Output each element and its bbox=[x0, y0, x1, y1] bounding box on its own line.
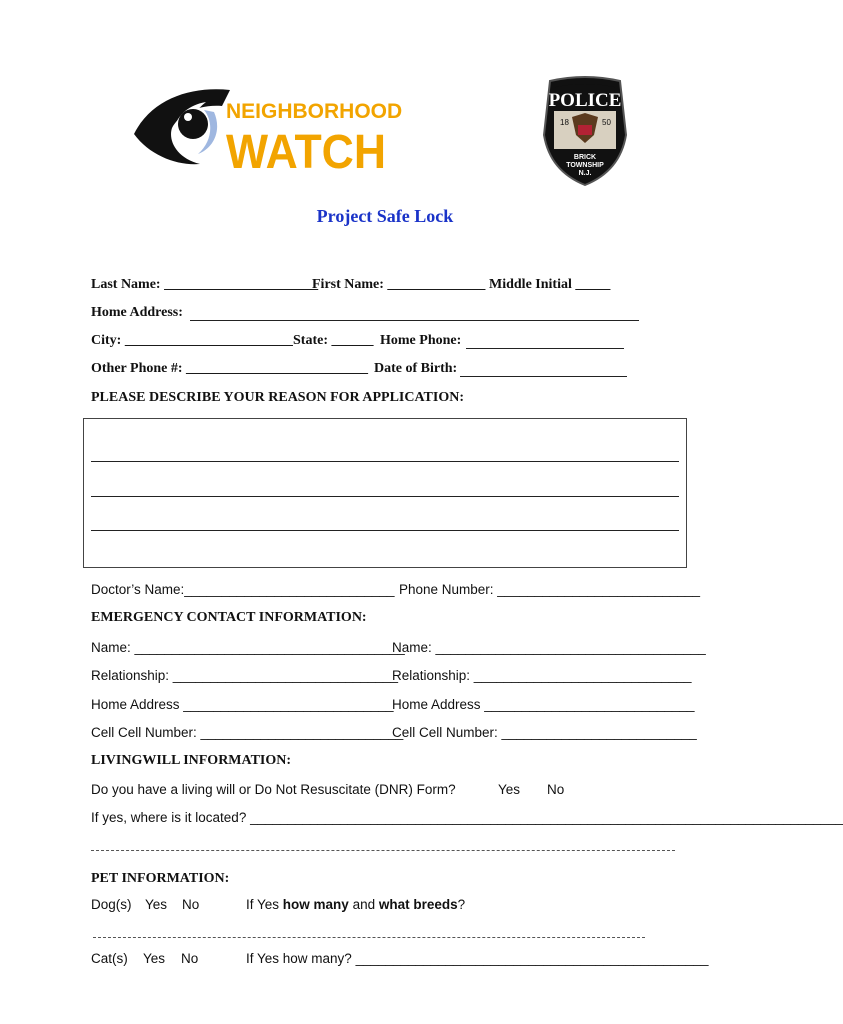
home-phone-label: Home Phone: bbox=[380, 333, 462, 348]
dogs-prompt-pre: If Yes bbox=[246, 897, 283, 912]
badge-police-text: POLICE bbox=[548, 90, 622, 111]
badge-state: N.J. bbox=[578, 170, 592, 177]
dob-label: Date of Birth: bbox=[374, 361, 458, 376]
emergency-left-cell[interactable]: Cell Cell Number: ___________________________ bbox=[91, 725, 404, 740]
cats-no-option[interactable]: No bbox=[181, 951, 199, 966]
flag-shield-icon bbox=[578, 125, 592, 135]
living-will-yes-option[interactable]: Yes bbox=[498, 782, 521, 797]
other-phone-field[interactable]: Other Phone #: __________________________ bbox=[91, 361, 369, 376]
badge-year-left: 18 bbox=[560, 118, 569, 127]
badge-town2: TOWNSHIP bbox=[566, 162, 604, 169]
emergency-right-name[interactable]: Name: ____________________________________ bbox=[392, 640, 706, 655]
logo-line1: NEIGHBORHOOD bbox=[226, 100, 403, 123]
living-will-no-option[interactable]: No bbox=[547, 782, 565, 797]
living-will-extra-line[interactable] bbox=[91, 850, 675, 851]
dogs-no-option[interactable]: No bbox=[182, 897, 200, 912]
first-name-field[interactable]: First Name: ______________ bbox=[312, 277, 486, 292]
home-phone-line[interactable] bbox=[466, 348, 624, 349]
eye-pupil bbox=[178, 109, 208, 139]
living-will-location-field[interactable]: If yes, where is it located? _______________________________________________________________________________ bbox=[91, 810, 843, 825]
cats-how-many-field[interactable]: If Yes how many? _______________________________________________ bbox=[246, 951, 709, 966]
state-field[interactable]: State: ______ bbox=[293, 333, 374, 348]
living-will-question: Do you have a living will or Do Not Resuscitate (DNR) Form? bbox=[91, 782, 456, 797]
dogs-prompt-breeds: what breeds bbox=[378, 897, 458, 912]
doctor-phone-field[interactable]: Phone Number: ___________________________ bbox=[399, 582, 701, 597]
pet-heading: PET INFORMATION: bbox=[91, 871, 230, 886]
home-address-line[interactable] bbox=[190, 320, 639, 321]
reason-line-2 bbox=[91, 496, 679, 497]
home-address-label: Home Address: bbox=[91, 305, 183, 320]
emergency-left-address[interactable]: Home Address ____________________________ bbox=[91, 697, 394, 712]
middle-initial-field[interactable]: Middle Initial _____ bbox=[489, 277, 611, 292]
dogs-label: Dog(s) bbox=[91, 897, 132, 912]
reason-line-3 bbox=[91, 530, 679, 531]
emergency-left-name[interactable]: Name: ____________________________________ bbox=[91, 640, 405, 655]
cats-label: Cat(s) bbox=[91, 951, 128, 966]
emergency-left-relationship[interactable]: Relationship: ______________________________ bbox=[91, 668, 399, 683]
emergency-right-relationship[interactable]: Relationship: _____________________________ bbox=[392, 668, 692, 683]
dob-line[interactable] bbox=[460, 376, 627, 377]
dogs-breeds-line[interactable] bbox=[93, 937, 645, 938]
city-field[interactable]: City: ________________________ bbox=[91, 333, 293, 348]
reason-line-1 bbox=[91, 461, 679, 462]
living-will-heading: LIVINGWILL INFORMATION: bbox=[91, 753, 292, 768]
dogs-prompt-mid: and bbox=[348, 897, 379, 912]
emergency-heading: EMERGENCY CONTACT INFORMATION: bbox=[91, 610, 367, 625]
neighborhood-watch-logo bbox=[130, 84, 403, 179]
last-name-field[interactable]: Last Name: ______________________ bbox=[91, 277, 319, 292]
dogs-prompt-how-many: how many bbox=[282, 897, 349, 912]
logo-line2: WATCH bbox=[226, 126, 386, 179]
police-badge-logo bbox=[542, 75, 628, 187]
badge-town1: BRICK bbox=[573, 154, 597, 161]
dogs-yes-option[interactable]: Yes bbox=[145, 897, 168, 912]
emergency-right-cell[interactable]: Cell Cell Number: __________________________ bbox=[392, 725, 697, 740]
page-title: Project Safe Lock bbox=[316, 206, 454, 226]
emergency-right-address[interactable]: Home Address ____________________________ bbox=[392, 697, 695, 712]
dogs-prompt bbox=[246, 897, 465, 912]
dogs-prompt-end: ? bbox=[457, 897, 466, 912]
reason-textarea[interactable] bbox=[83, 418, 687, 568]
cats-yes-option[interactable]: Yes bbox=[143, 951, 166, 966]
doctor-name-field[interactable]: Doctor’s Name:____________________________ bbox=[91, 582, 395, 597]
eye-highlight bbox=[184, 113, 192, 121]
badge-year-right: 50 bbox=[602, 118, 611, 127]
reason-heading: PLEASE DESCRIBE YOUR REASON FOR APPLICATION: bbox=[91, 390, 464, 405]
